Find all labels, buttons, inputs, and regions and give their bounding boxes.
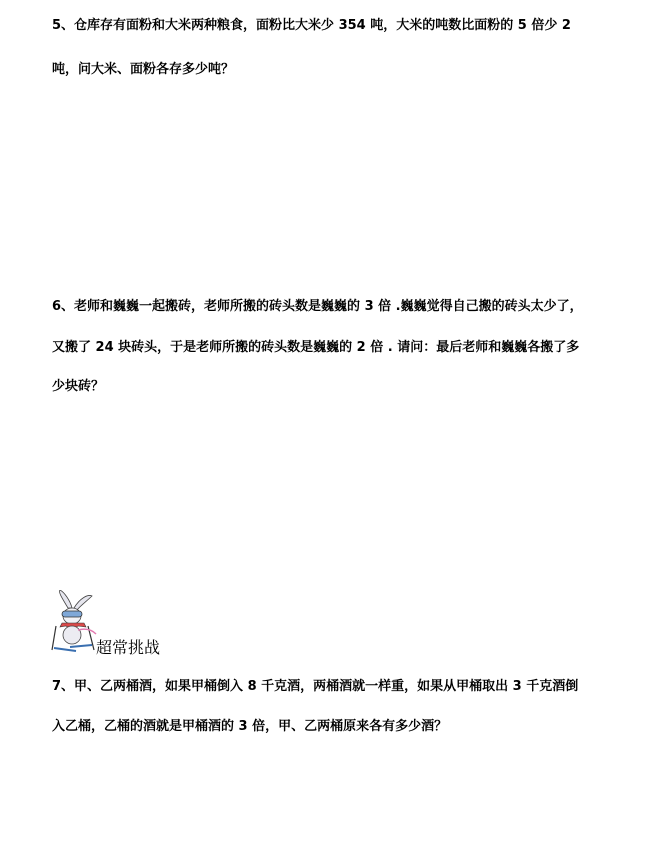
problem-6-line-2: 又搬了 24 块砖头，于是老师所搬的砖头数是巍巍的 2 倍 . 请问：最后老师和巍巍各搬了多 bbox=[52, 340, 580, 355]
problem-6-line-3: 少块砖？ bbox=[52, 379, 105, 394]
problem-7-line-1: 7、甲、乙两桶酒，如果甲桶倒入 8 千克酒，两桶酒就一样重，如果从甲桶取出 3 千克酒倒 bbox=[52, 679, 579, 694]
rabbit-mascot-icon bbox=[48, 590, 98, 652]
problem-5-line-1: 5、仓库存有面粉和大米两种粮食，面粉比大米少 354 吨，大米的吨数比面粉的 5 倍少 2 bbox=[52, 18, 571, 33]
section-title: 超常挑战 bbox=[96, 638, 161, 657]
problem-6-line-1: 6、老师和巍巍一起搬砖，老师所搬的砖头数是巍巍的 3 倍 .巍巍觉得自己搬的砖头太少了， bbox=[52, 299, 583, 314]
problem-5-line-2: 吨，问大米、面粉各存多少吨？ bbox=[52, 62, 235, 77]
problem-7-line-2: 入乙桶，乙桶的酒就是甲桶酒的 3 倍，甲、乙两桶原来各有多少酒？ bbox=[52, 719, 448, 734]
